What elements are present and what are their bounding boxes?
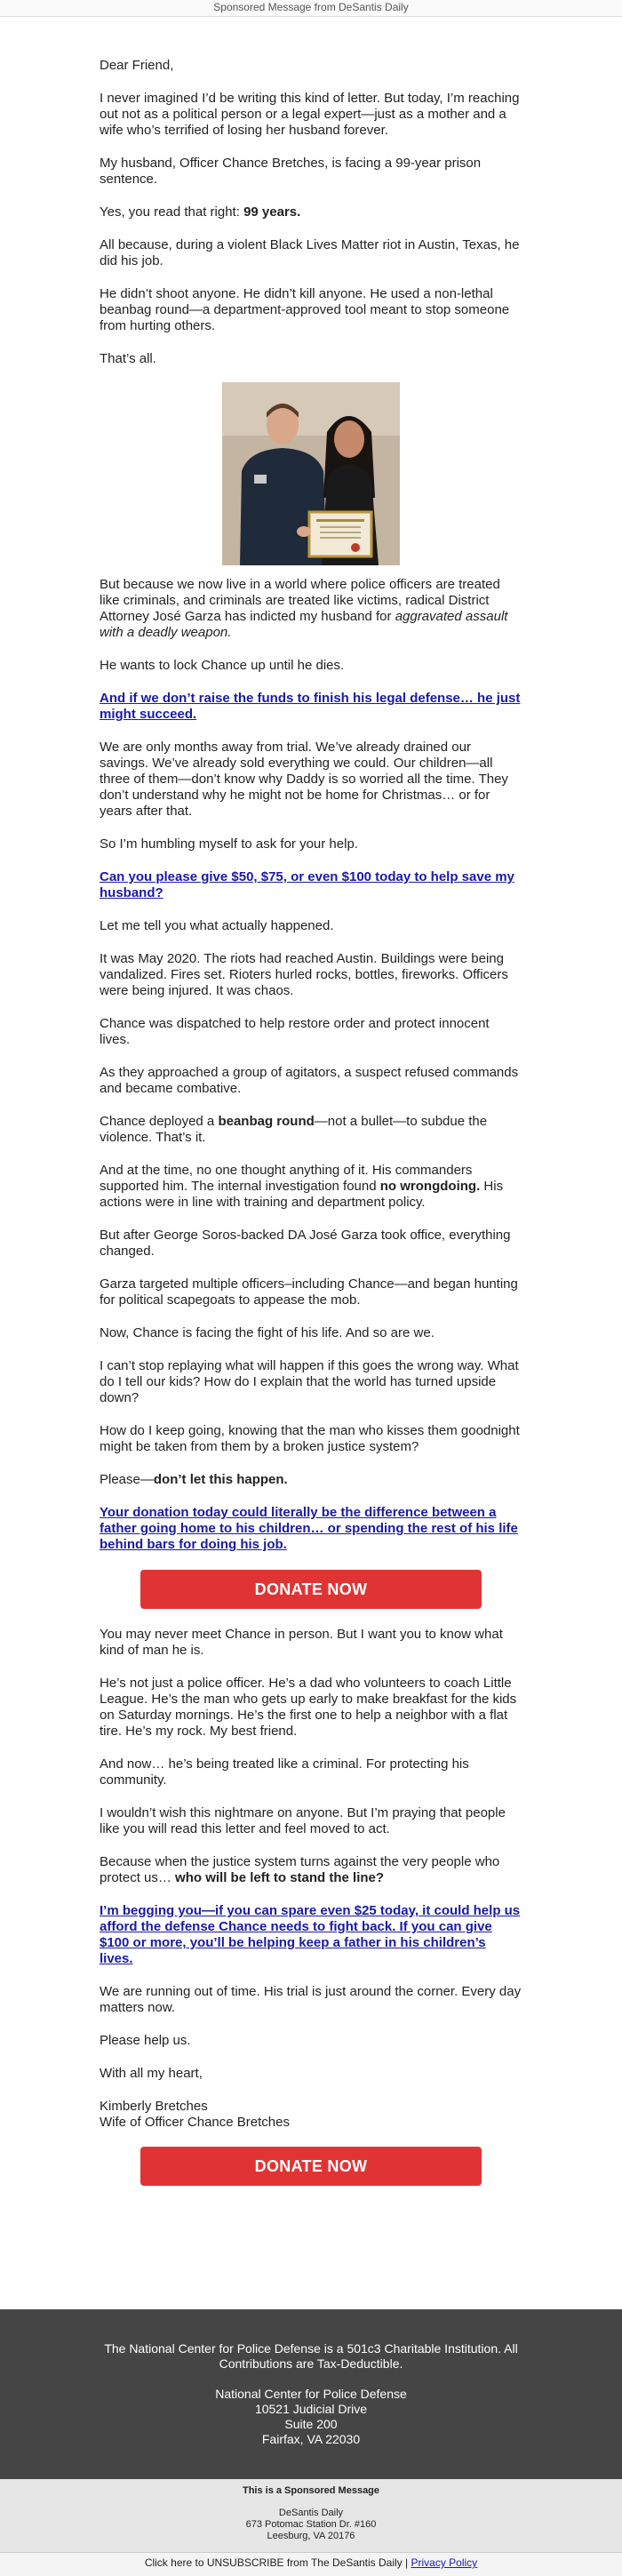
privacy-policy-link[interactable]: Privacy Policy (411, 2556, 478, 2569)
paragraph (100, 1903, 522, 1967)
organization-footer (0, 2309, 622, 2479)
sponsored-banner (0, 0, 622, 17)
paragraph (100, 869, 522, 901)
paragraph: And now… he’s being treated like a criminal. For protecting his community. (100, 1756, 469, 1788)
paragraph (100, 1854, 522, 1886)
photo-container (100, 382, 522, 570)
paragraph: I wouldn’t wish this nightmare on anyone. But I’m praying that people like you will read this letter and feel moved to act. (100, 1805, 506, 1836)
paragraph: As they approached a group of agitators, a suspect refused commands and became combative. (100, 1065, 519, 1096)
paragraph: Let me tell you what actually happened. (100, 918, 334, 933)
letter-body (100, 17, 522, 2186)
paragraph (100, 1472, 522, 1488)
paragraph (100, 1114, 522, 1146)
org-address-line: Suite 200 (284, 2417, 338, 2431)
text: —not a bullet—to subdue the violence. That’s it. (100, 1114, 488, 1145)
sponsor-name: DeSantis Daily (278, 2508, 344, 2518)
org-address-line: 10521 Judicial Drive (254, 2402, 368, 2416)
text: But because we now live in a world where police officers are treated like criminals, and criminals are treated like victims, radical District Attorney José Garza has indicted my husband for (100, 577, 500, 624)
paragraph (100, 691, 522, 723)
paragraph (100, 204, 522, 220)
text: Yes, you read that right: (100, 204, 244, 220)
paragraph (100, 1505, 522, 1553)
paragraph (100, 577, 522, 641)
emphasis: beanbag round (218, 1114, 315, 1129)
emphasis: who will be left to stand the line? (175, 1870, 385, 1885)
org-address-line: Fairfax, VA 22030 (261, 2432, 361, 2446)
paragraph: Garza targeted multiple officers–including Chance—and began hunting for political scapegoats to appease the mob. (100, 1276, 518, 1308)
paragraph: Chance was dispatched to help restore order and protect innocent lives. (100, 1016, 490, 1047)
text: Please— (100, 1472, 154, 1487)
donate-now-button[interactable]: DONATE NOW (140, 2147, 482, 2186)
text: And at the time, no one thought anything of it. His commanders supported him. The internal investigation found (100, 1163, 473, 1194)
paragraph: You may never meet Chance in person. But I want you to know what kind of man he is. (100, 1627, 503, 1658)
text: His actions were in line with training and department policy. (100, 1179, 504, 1210)
paragraph: How do I keep going, knowing that the man who kisses them goodnight might be taken from them by a broken justice system? (100, 1423, 520, 1454)
sponsor-block (0, 2479, 622, 2552)
paragraph: He didn’t shoot anyone. He didn’t kill anyone. He used a non-lethal beanbag round—a department-approved tool meant to stop someone from hurting others. (100, 286, 510, 333)
text: Because when the justice system turns against the very people who protect us… (100, 1854, 500, 1885)
paragraph: I never imagined I’d be writing this kind of letter. But today, I’m reaching out not as a political person or a legal expert—just as a mother and a wife who’s terrified of losing her husband forever. (100, 91, 520, 138)
org-name: National Center for Police Defense (215, 2387, 407, 2401)
photo-illustration (222, 382, 400, 565)
paragraph: That’s all. (100, 351, 156, 366)
signature-name: Kimberly Bretches (100, 2099, 208, 2114)
paragraph: My husband, Officer Chance Bretches, is facing a 99-year prison sentence. (100, 156, 482, 187)
paragraph: It was May 2020. The riots had reached Austin. Buildings were being vandalized. Fires set. Rioters hurled rocks, bottles, fireworks. Officers were being injured. It was chaos. (100, 951, 508, 998)
sponsor-address-line: 673 Potomac Station Dr. #160 (245, 2519, 377, 2530)
donate-now-button[interactable]: DONATE NOW (140, 1570, 482, 1609)
paragraph: Now, Chance is facing the fight of his life. And so are we. (100, 1325, 435, 1340)
paragraph: With all my heart, (100, 2066, 203, 2081)
donation-link-amounts[interactable]: Can you please give $50, $75, or even $100 today to help save my husband? (100, 869, 514, 900)
paragraph: He wants to lock Chance up until he dies. (100, 658, 345, 673)
unsubscribe-bar (0, 2552, 622, 2576)
greeting: Dear Friend, (100, 58, 174, 73)
paragraph: We are running out of time. His trial is just around the corner. Every day matters now. (100, 1984, 522, 2015)
emphasis: 99 years. (243, 204, 301, 220)
tax-disclaimer: The National Center for Police Defense is a 501c3 Charitable Institution. All Contributions are Tax-Deductible. (104, 2341, 518, 2371)
signature-title: Wife of Officer Chance Bretches (100, 2115, 290, 2130)
separator: | (402, 2556, 411, 2569)
paragraph: So I’m humbling myself to ask for your help. (100, 836, 358, 852)
paragraph: We are only months away from trial. We’ve already drained our savings. We’ve already sold everything we could. Our children—all three of them—don’t know why Daddy is so worried all the time. They don’t understand why he might not be home for Christmas… or for years after that. (100, 740, 508, 819)
paragraph: He’s not just a police officer. He’s a dad who volunteers to coach Little League. He’s the man who gets up early to make breakfast for the kids on Saturday mornings. He’s the first one to help a neighbor with a flat tire. He’s my rock. My best friend. (100, 1676, 517, 1739)
sponsored-label: Sponsored Message from DeSantis Daily (213, 1, 409, 13)
officer-and-wife-photo (222, 382, 400, 565)
emphasis: no wrongdoing. (379, 1179, 481, 1194)
paragraph: I can’t stop replaying what will happen if this goes the wrong way. What do I tell our kids? How do I explain that the world has turned upside down? (100, 1358, 519, 1405)
donation-link-difference[interactable]: Your donation today could literally be the difference between a father going home to his children… or spending the rest of his life behind bars for doing his job. (100, 1505, 518, 1552)
sponsor-title: This is a Sponsored Message (242, 2485, 380, 2496)
text: Chance deployed a (100, 1114, 219, 1129)
signature (100, 2099, 522, 2131)
paragraph: But after George Soros-backed DA José Garza took office, everything changed. (100, 1228, 511, 1259)
emphasis: don’t let this happen. (153, 1472, 288, 1487)
paragraph: All because, during a violent Black Lives Matter riot in Austin, Texas, he did his job. (100, 237, 520, 268)
donation-link-begging[interactable]: I’m begging you—if you can spare even $25 today, it could help us afford the defense Chance needs to fight back. If you can give $100 or more, you’ll be helping keep a father in his children’s lives. (100, 1903, 521, 1966)
paragraph (100, 1163, 522, 1211)
emphasis: aggravated assault with a deadly weapon. (100, 609, 508, 640)
unsubscribe-link[interactable]: Click here to UNSUBSCRIBE from The DeSantis Daily (144, 2556, 403, 2569)
sponsor-address-line: Leesburg, VA 20176 (267, 2531, 355, 2541)
donation-link-legal-defense[interactable]: And if we don’t raise the funds to finish his legal defense… he just might succeed. (100, 691, 521, 722)
paragraph: Please help us. (100, 2033, 191, 2048)
